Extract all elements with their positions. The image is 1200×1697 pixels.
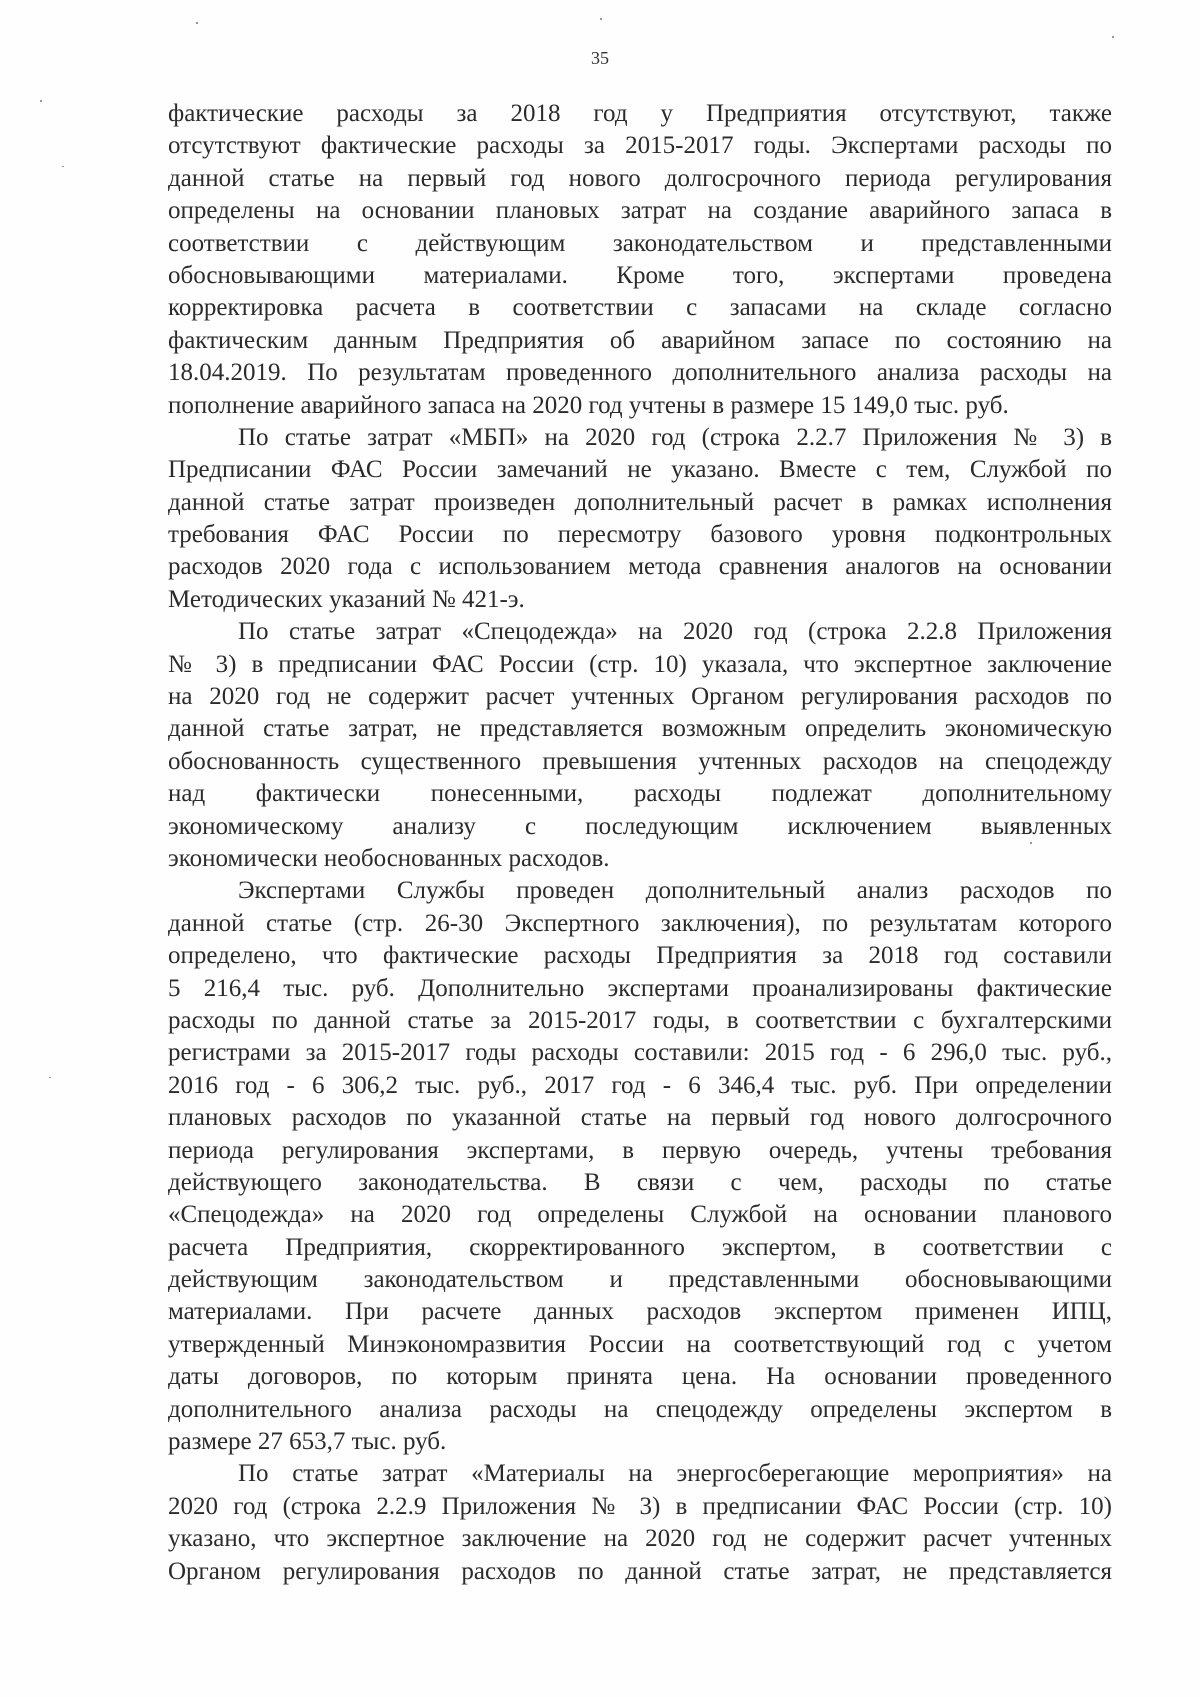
- text-line: Экспертами Службы проведен дополнительный анализ расходов по: [238, 877, 1112, 905]
- text-line: По статье затрат «Материалы на энергосберегающие мероприятия» на: [238, 1460, 1112, 1488]
- scan-speck: [1112, 36, 1114, 38]
- text-line: требования ФАС России по пересмотру базового уровня подконтрольных: [168, 521, 1112, 549]
- text-line: соответствии с действующим законодательством и представленными: [168, 229, 1112, 257]
- text-line: действующего законодательства. В связи с чем, расходы по статье: [168, 1168, 1112, 1196]
- paragraph: [168, 422, 1112, 616]
- scan-speck: [49, 1077, 51, 1078]
- scan-speck: [40, 100, 42, 102]
- scan-speck: [600, 18, 602, 20]
- text-line: расходов 2020 года с использованием метода сравнения аналогов на основании: [168, 553, 1112, 581]
- text-line: размере 27 653,7 тыс. руб.: [168, 1428, 447, 1456]
- text-line: Органом регулирования расходов по данной статье затрат, не представляется: [168, 1557, 1112, 1585]
- text-line: данной статье на первый год нового долгосрочного периода регулирования: [168, 164, 1112, 192]
- text-line: над фактически понесенными, расходы подлежат дополнительному: [168, 780, 1112, 808]
- text-line: действующим законодательством и представленными обосновывающими: [168, 1266, 1112, 1294]
- text-line: пополнение аварийного запаса на 2020 год учтены в размере 15 149,0 тыс. руб.: [168, 391, 1009, 419]
- text-line: определено, что фактические расходы Предприятия за 2018 год составили: [168, 942, 1112, 970]
- text-line: По статье затрат «МБП» на 2020 год (строка 2.2.7 Приложения № 3) в: [238, 423, 1112, 451]
- text-line: обоснованность существенного превышения учтенных расходов на спецодежду: [168, 747, 1112, 775]
- body-text: [168, 98, 1112, 1588]
- text-line: регистрами за 2015-2017 годы расходы составили: 2015 год - 6 296,0 тыс. руб.,: [168, 1039, 1112, 1067]
- text-line: материалами. При расчете данных расходов экспертом применен ИПЦ,: [168, 1298, 1112, 1326]
- text-line: «Спецодежда» на 2020 год определены Службой на основании планового: [168, 1201, 1112, 1229]
- text-line: расходы по данной статье за 2015-2017 годы, в соответствии с бухгалтерскими: [168, 1006, 1112, 1034]
- text-line: данной статье (стр. 26-30 Экспертного заключения), по результатам которого: [168, 909, 1112, 937]
- text-line: отсутствуют фактические расходы за 2015-2017 годы. Экспертами расходы по: [168, 132, 1112, 160]
- text-line: фактическим данным Предприятия об аварийном запасе по состоянию на: [168, 326, 1112, 354]
- text-line: Предписании ФАС России замечаний не указано. Вместе с тем, Службой по: [168, 456, 1112, 484]
- text-line: обосновывающими материалами. Кроме того, экспертами проведена: [168, 261, 1112, 289]
- paragraph: [168, 1458, 1112, 1588]
- text-line: данной статье затрат произведен дополнительный расчет в рамках исполнения: [168, 488, 1112, 516]
- text-line: даты договоров, по которым принята цена. На основании проведенного: [168, 1363, 1112, 1391]
- scan-speck: [196, 22, 198, 24]
- paragraph: [168, 98, 1112, 422]
- text-line: По статье затрат «Спецодежда» на 2020 год (строка 2.2.8 Приложения: [238, 618, 1112, 646]
- text-line: фактические расходы за 2018 год у Предприятия отсутствуют, также: [168, 100, 1112, 127]
- scan-speck: [62, 166, 64, 167]
- text-line: 5 216,4 тыс. руб. Дополнительно экспертами проанализированы фактические: [168, 974, 1112, 1002]
- text-line: утвержденный Минэкономразвития России на соответствующий год с учетом: [168, 1330, 1112, 1358]
- text-line: экономически необоснованных расходов.: [168, 844, 610, 872]
- text-line: 2016 год - 6 306,2 тыс. руб., 2017 год - 6 346,4 тыс. руб. При определении: [168, 1071, 1112, 1099]
- text-line: корректировка расчета в соответствии с запасами на складе согласно: [168, 294, 1112, 322]
- text-line: Методических указаний № 421-э.: [168, 585, 525, 613]
- text-line: 2020 год (строка 2.2.9 Приложения № 3) в предписании ФАС России (стр. 10): [168, 1492, 1112, 1520]
- text-line: данной статье затрат, не представляется возможным определить экономическую: [168, 715, 1112, 743]
- text-line: указано, что экспертное заключение на 2020 год не содержит расчет учтенных: [168, 1525, 1112, 1553]
- paragraph: [168, 616, 1112, 875]
- text-line: № 3) в предписании ФАС России (стр. 10) указала, что экспертное заключение: [168, 650, 1112, 678]
- text-line: определены на основании плановых затрат на создание аварийного запаса в: [168, 197, 1112, 225]
- scan-speck: [1030, 842, 1032, 844]
- text-line: расчета Предприятия, скорректированного экспертом, в соответствии с: [168, 1233, 1112, 1261]
- paragraph: [168, 875, 1112, 1458]
- text-line: дополнительного анализа расходы на спецодежду определены экспертом в: [168, 1395, 1112, 1423]
- text-line: экономическому анализу с последующим исключением выявленных: [168, 812, 1112, 840]
- text-line: плановых расходов по указанной статье на первый год нового долгосрочного: [168, 1104, 1112, 1132]
- page-number: 35: [591, 48, 609, 68]
- text-line: 18.04.2019. По результатам проведенного дополнительного анализа расходы на: [168, 359, 1112, 387]
- text-line: на 2020 год не содержит расчет учтенных Органом регулирования расходов по: [168, 683, 1112, 711]
- text-line: периода регулирования экспертами, в первую очередь, учтены требования: [168, 1136, 1112, 1164]
